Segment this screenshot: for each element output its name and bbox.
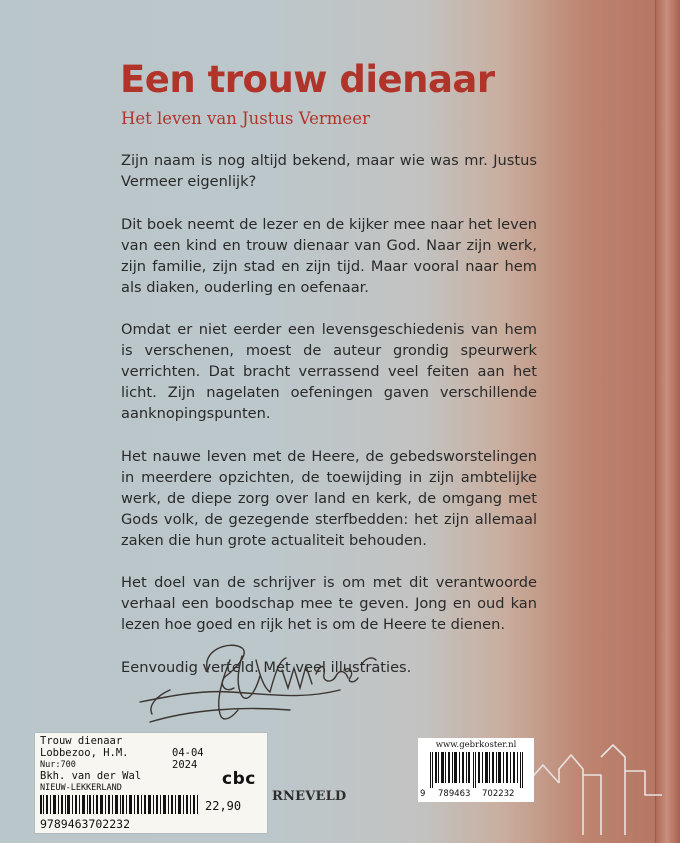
sticker-nur: Nur:700 xyxy=(40,760,76,770)
ean-barcode-label xyxy=(418,738,534,802)
ean-digits-left: 789463 xyxy=(438,789,471,799)
spine-edge xyxy=(655,0,680,843)
sticker-barcode xyxy=(40,795,198,814)
ean-barcode xyxy=(424,752,528,788)
sticker-author: Lobbezoo, H.M. xyxy=(40,747,129,759)
blurb-paragraph: Eenvoudig verteld. Met veel illustraties. xyxy=(121,658,412,676)
sticker-city: NIEUW-LEKKERLAND xyxy=(40,783,122,793)
book-subtitle: Het leven van Justus Vermeer xyxy=(121,109,370,128)
blurb-paragraph: Het doel van de schrijver is om met dit verantwoorde verhaal een boodschap mee te geven. Jong en oud kan lezen hoe goed en rijk het is om de Heere te dienen. xyxy=(121,574,537,633)
sticker-price: 22,90 xyxy=(205,799,242,813)
blurb-paragraph: Zijn naam is nog altijd bekend, maar wie was mr. Justus Vermeer eigenlijk? xyxy=(121,152,537,190)
publisher-url: www.gebrkoster.nl xyxy=(435,740,517,750)
sticker-title: Trouw dienaar xyxy=(40,735,123,747)
price-sticker xyxy=(35,733,267,833)
sticker-year: 2024 xyxy=(172,759,198,771)
city-skyline-outline xyxy=(527,735,662,835)
blurb-paragraph: Dit boek neemt de lezer en de kijker mee naar het leven van een kind en trouw dienaar van God. Naar zijn werk, zijn familie, zijn stad en zijn tijd. Maar vooral naar hem als diaken, ouderling en oefenaar. xyxy=(121,215,537,296)
handwritten-signature xyxy=(130,630,390,740)
book-title: Een trouw dienaar xyxy=(120,58,495,101)
publisher-name: RNEVELD xyxy=(272,789,347,804)
sticker-date: 04-04 xyxy=(172,747,204,759)
sticker-store: Bkh. van der Wal xyxy=(40,770,142,782)
blurb-text xyxy=(121,150,537,699)
ean-digit-first: 9 xyxy=(420,789,426,799)
blurb-paragraph: Omdat er niet eerder een levensgeschiedenis van hem is verschenen, moest de auteur grondig speurwerk verrichten. Dat bracht verrassend veel feiten aan het licht. Zijn nagelaten oefeningen gaven verschillende aanknopingspunten. xyxy=(121,321,537,422)
cbc-logo: cbc xyxy=(222,769,256,789)
sticker-isbn: 9789463702232 xyxy=(40,817,131,831)
ean-digits-right: 702232 xyxy=(482,789,515,799)
blurb-paragraph: Het nauwe leven met de Heere, de gebedsworstelingen in meerdere opzichten, de toewijding in zijn ambtelijke werk, de diepe zorg over land en kerk, de omgang met Gods volk, de gezegende sterfbedden: het zijn allemaal zaken die hun grote actualiteit behouden. xyxy=(121,447,537,549)
